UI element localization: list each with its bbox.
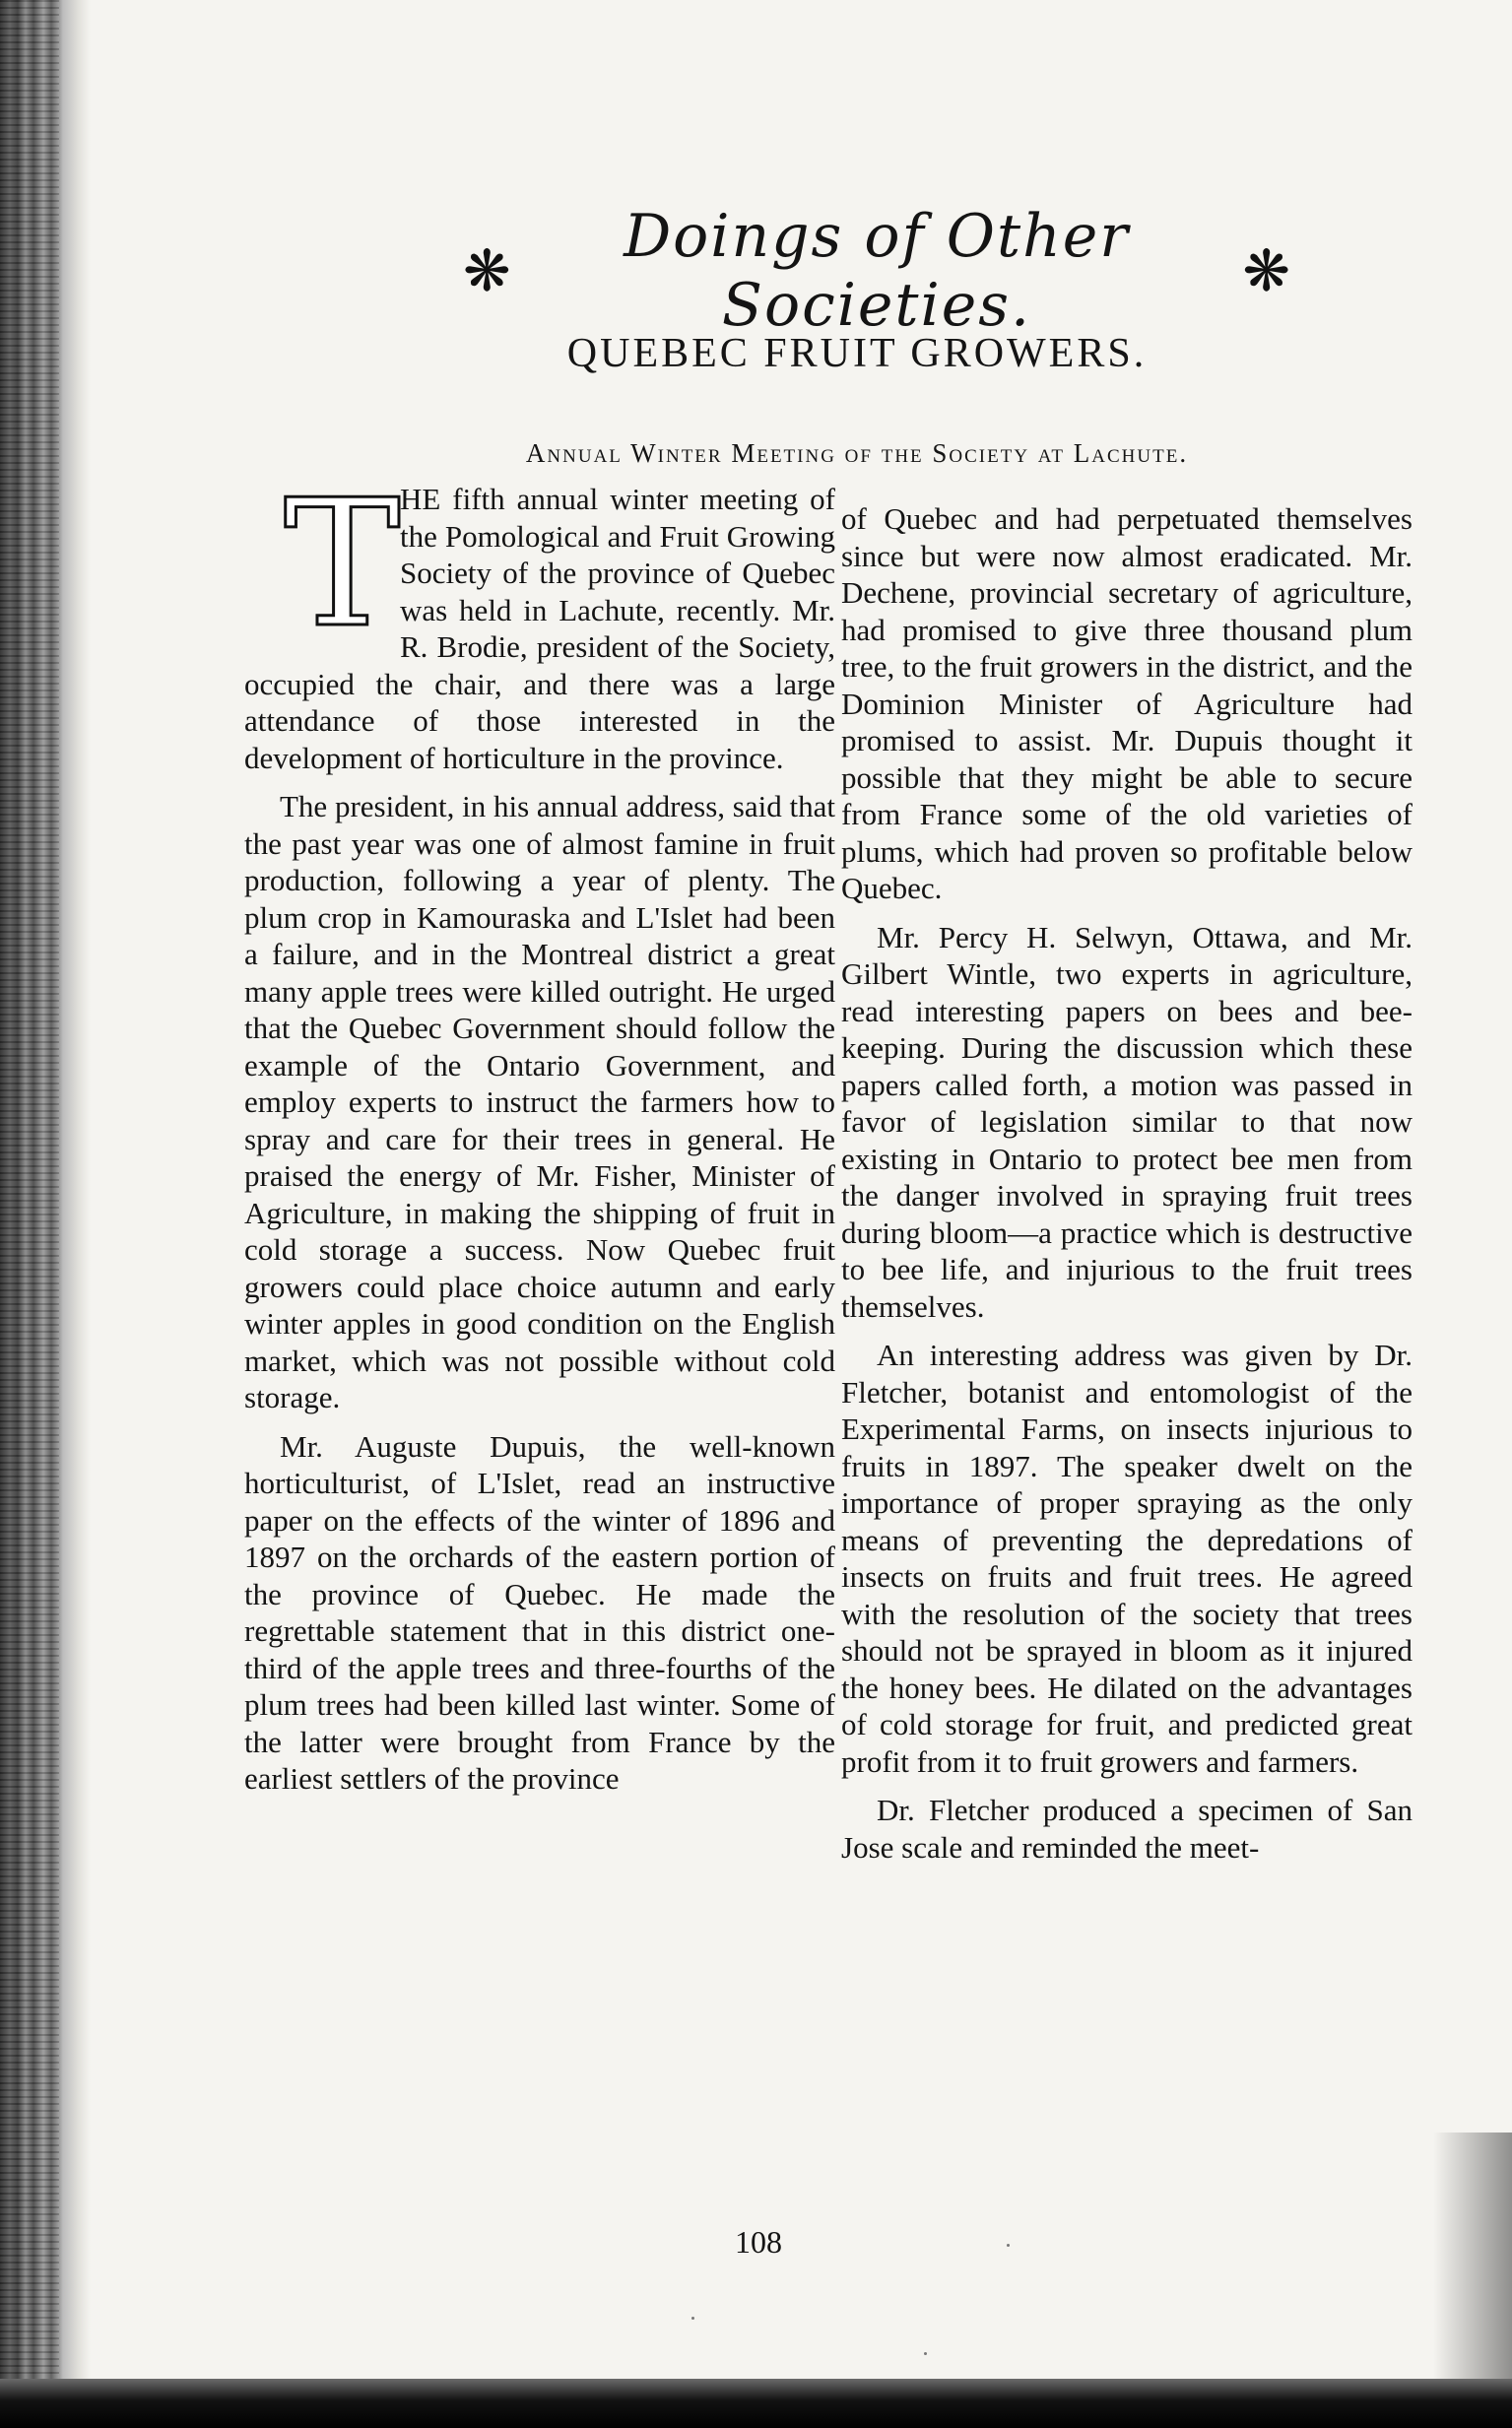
star-ornament-left-icon: ❋ [463,237,511,304]
paragraph: An interesting address was given by Dr. Fletcher, botanist and entomologist of the Experimental Farms, on insects injurious to fruits in 1897. The speaker dwelt on the importance of proper spraying as the only means of preventing the depredations of insects on fruits and fruit trees. He agreed with the resolution of the society that trees should not be sprayed in bloom as it injured the honey bees. He dilated on the advantages of cold storage for fruit, and predicted great profit from it to fruit growers and farmers. [841,1338,1413,1779]
book-binding-gutter [0,0,91,2428]
paragraph: Mr. Percy H. Selwyn, Ottawa, and Mr. Gilbert Wintle, two experts in agriculture, read interesting papers on bees and bee-keeping. During the discussion which these papers called forth, a motion was passed in favor of legislation similar to that now existing in Ontario to protect bee men from the danger involved in spraying fruit trees during bloom—a practice which is destructive to bee life, and injurious to the fruit trees themselves. [841,919,1413,1324]
scan-bottom-edge [0,2379,1512,2428]
page-corner-shadow [1433,2133,1512,2389]
paragraph-text: HE fifth annual winter meeting of the Pomological and Fruit Growing Society of the province of Quebec was held in Lachute, recently. Mr. R. Brodie, president of the Society, occupied the chair, and there was a large attendance of those interested in the development of horticulture in the province. [244,482,835,775]
section-heading: Doings of Other Societies. [624,202,1130,340]
paragraph: The president, in his annual address, said that the past year was one of almost famine in fruit production, following a year of plenty. The plum crop in Kamouraska and L'Islet had been a failure, and in the Montreal district a great many apple trees were killed outright. He urged that the Quebec Government should follow the example of the Ontario Government, and employ experts to instruct the farmers how to spray and care for their trees in general. He praised the energy of Mr. Fisher, Minister of Agriculture, in making the shipping of fruit in cold storage a success. Now Quebec fruit growers could place choice autumn and early winter apples in good condition on the English market, which was not possible without cold storage. [244,789,835,1414]
paragraph: of Quebec and had perpetuated themselves since but were now almost eradicated. Mr. Dechene, provincial secretary of agriculture, had promised to give three thousand plum tree, to the fruit growers in the district, and the Dominion Minister of Agriculture had promised to assist. Mr. Dupuis thought it possible that they might be able to secure from France some of the old varieties of plums, which had proven so profitable below Quebec. [841,501,1413,905]
drop-cap-letter: T [284,462,401,666]
article-subtitle: Annual Winter Meeting of the Society at Lachute. [525,438,1189,468]
paragraph: Dr. Fletcher produced a specimen of San Jose scale and reminded the meet- [841,1793,1413,1865]
paragraph: Mr. Auguste Dupuis, the well-known horticulturist, of L'Islet, read an instructive paper on the effects of the winter of 1896 and 1897 on the orchards of the eastern portion of the province of Quebec. He made the regrettable statement that in this district one-third of the apple trees and three-fourths of the plum trees had been killed last winter. Some of the latter were brought from France by the earliest settlers of the province [244,1428,835,1796]
paragraph [244,462,835,776]
article-title: QUEBEC FRUIT GROWERS. [566,331,1148,376]
star-ornament-right-icon: ❋ [1242,237,1290,304]
scan-speck [691,2317,694,2320]
section-heading-row [463,202,1290,340]
right-text-column [841,500,1413,1877]
scan-speck [1007,2244,1010,2247]
scan-speck [924,2352,927,2355]
page-number: 108 [735,2224,782,2260]
left-text-column [244,462,835,1809]
